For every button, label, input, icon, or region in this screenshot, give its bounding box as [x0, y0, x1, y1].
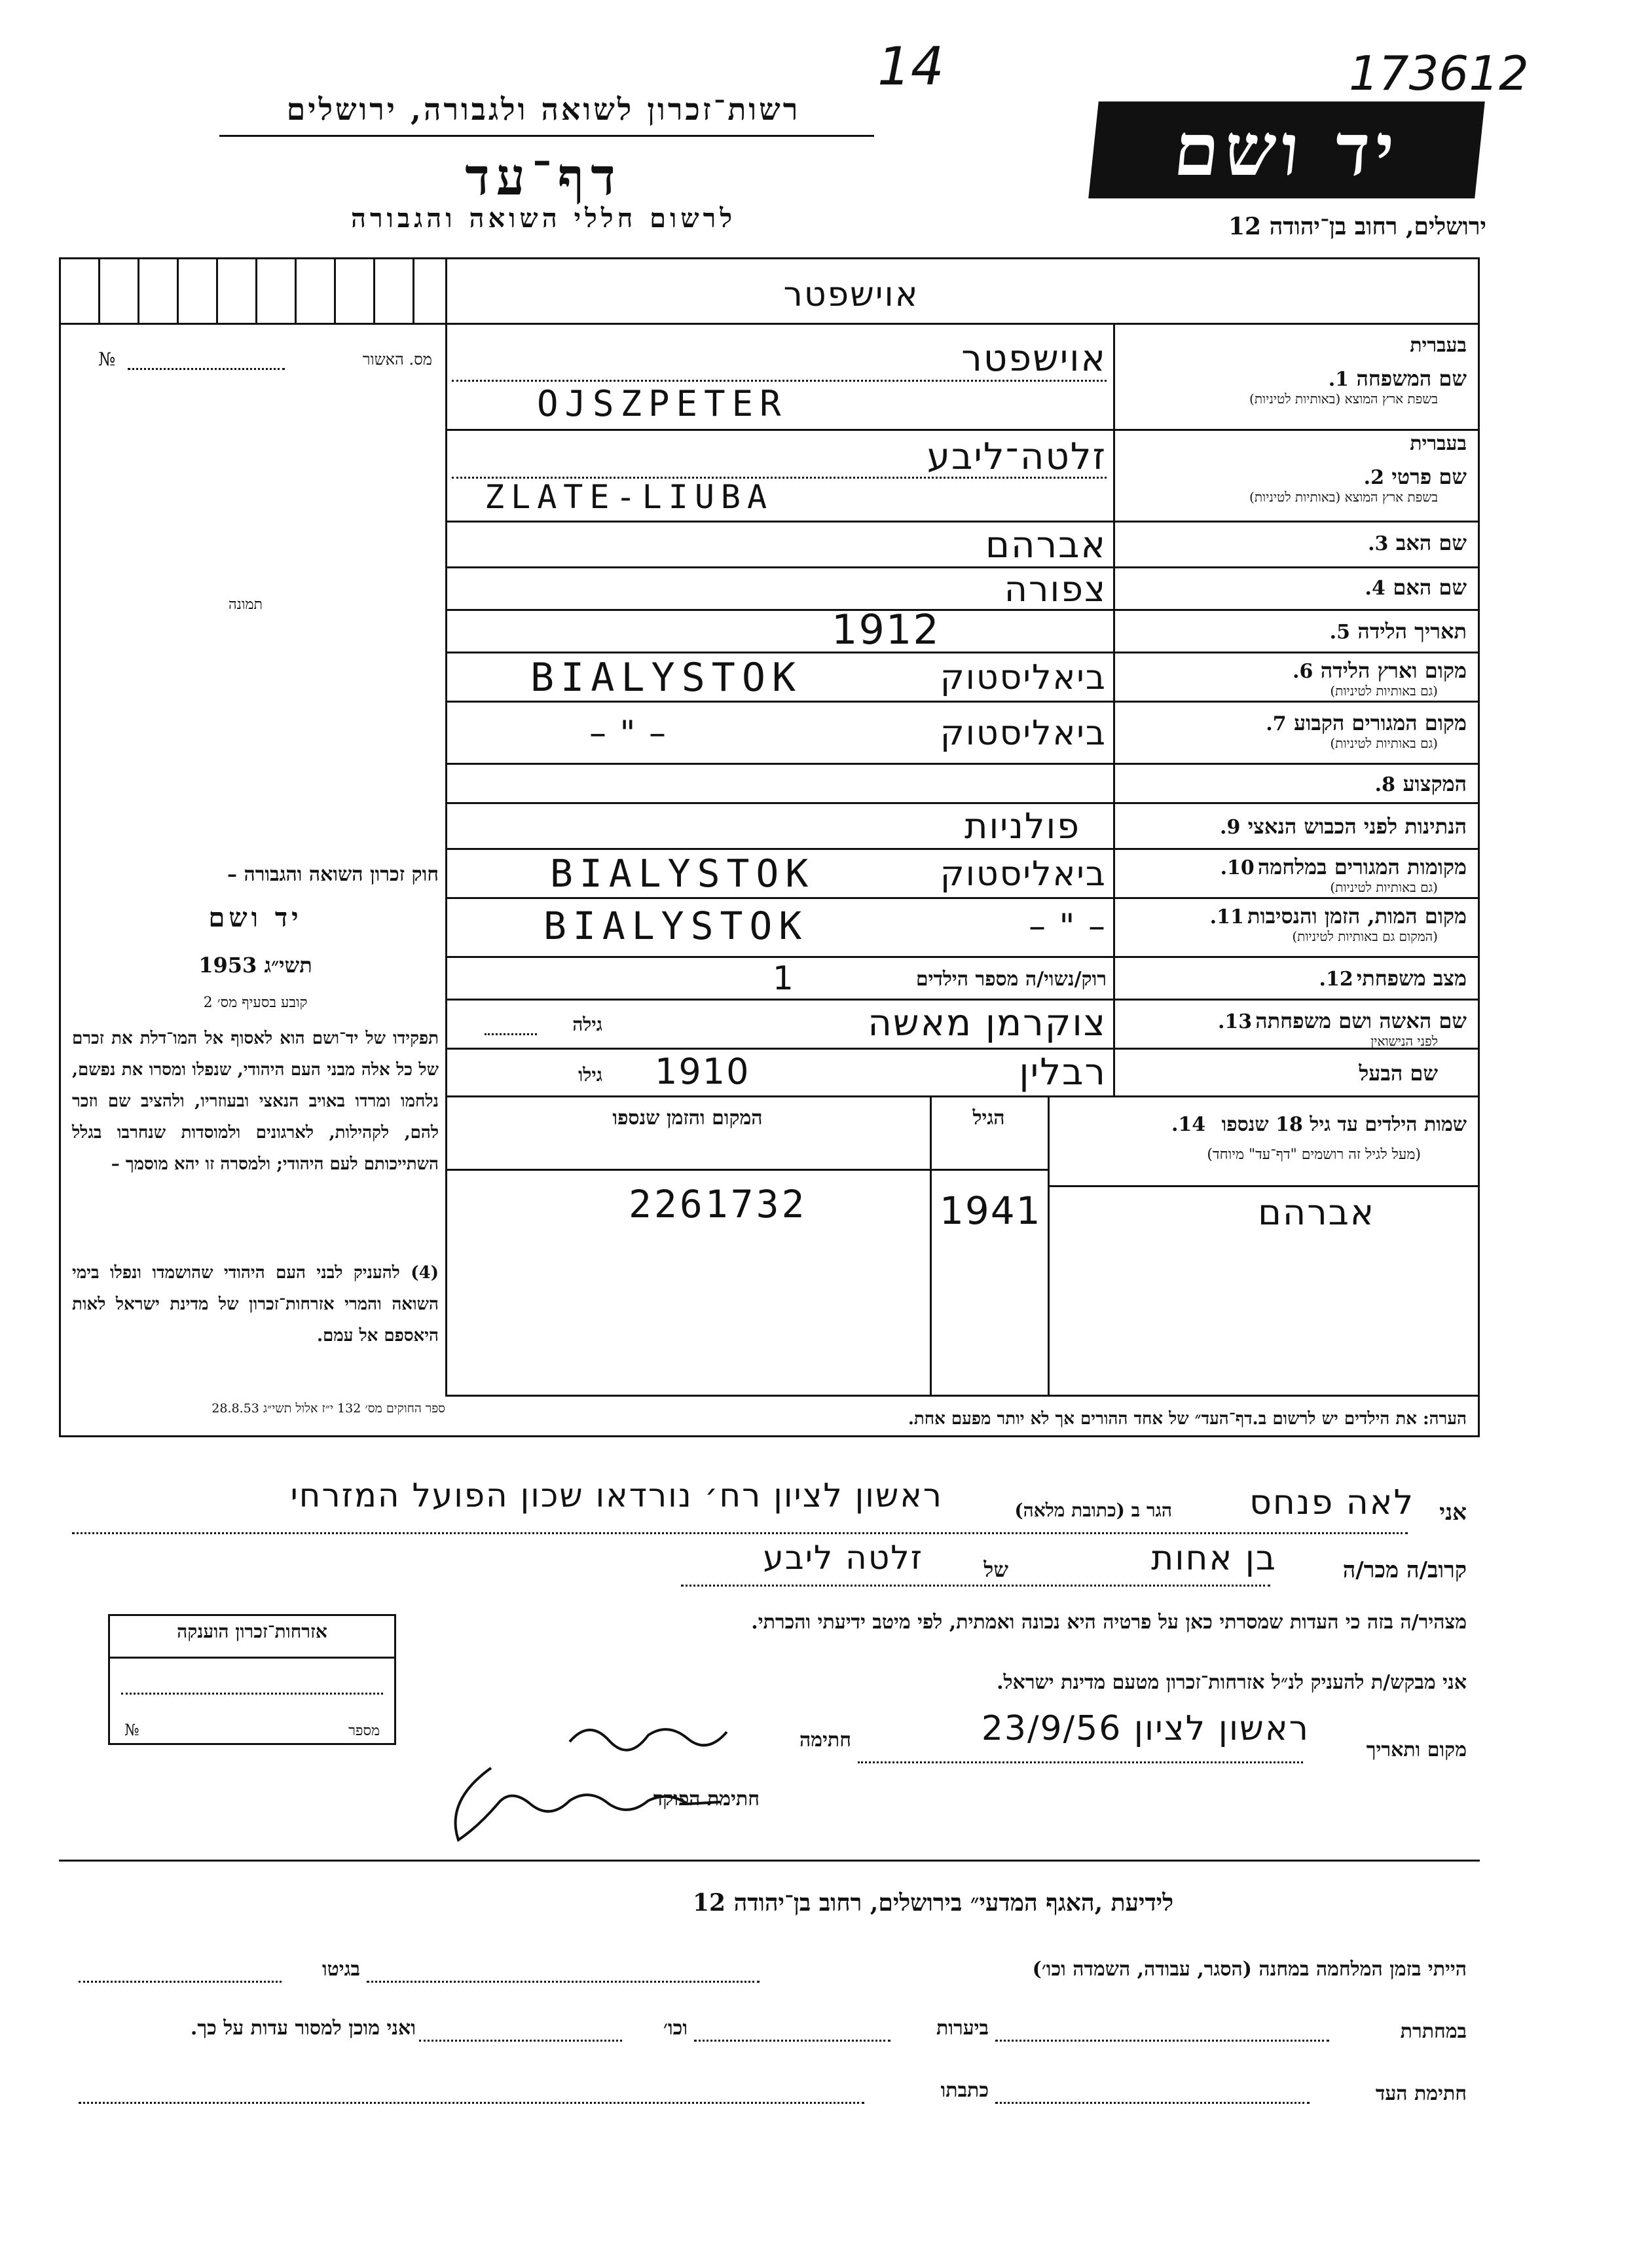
- logo-text: יד ושם: [1169, 107, 1404, 192]
- field-nationality-label: [1120, 814, 1467, 839]
- marital-inline-label: רוק/נשוי/ה מספר הילדים: [915, 968, 1107, 991]
- father-value: אברהם: [985, 524, 1107, 566]
- left-column-divider: [445, 257, 447, 1397]
- citizenship-box-number: מספר: [348, 1723, 380, 1739]
- marital-label-text: מצב משפחתי: [1356, 966, 1467, 991]
- label-column-divider: [1113, 323, 1115, 1095]
- birthplace-hebrew-value: ביאליסטוק: [940, 658, 1107, 697]
- field-profession-label: [1120, 771, 1467, 796]
- children-col-age: הגיל: [972, 1107, 1005, 1130]
- footer-dotline: [79, 2102, 864, 2104]
- citizenship-box-title: אזרחות־זכרון הוענקה: [177, 1621, 327, 1642]
- mother-value: צפורה: [1004, 568, 1107, 610]
- field-number: 10.: [1220, 856, 1255, 879]
- footer-dotline: [694, 2040, 890, 2042]
- footer-dotline: [367, 1981, 760, 1983]
- field-sub-label: בשפת ארץ המוצא (באותיות לטיניות): [1249, 489, 1438, 505]
- decl-line2-mid: של: [983, 1557, 1008, 1582]
- field-number: 6.: [1293, 660, 1313, 683]
- row-divider: [445, 999, 1480, 1001]
- officer-signature-icon: [419, 1742, 746, 1860]
- field-sub-label: בשפת ארץ המוצא (באותיות לטיניות): [1249, 391, 1438, 407]
- decl-victim-hand: זלטה ליבע: [763, 1539, 923, 1577]
- wartime-residence-latin-value: BIALYSTOK: [550, 851, 815, 896]
- children-col-divider: [1048, 1095, 1050, 1397]
- law-clause: קובע בסעיף מס׳ 2: [203, 995, 308, 1011]
- children-title: [1054, 1113, 1467, 1136]
- approval-label: מס. האשור: [362, 350, 432, 369]
- birthplace-latin-value: BIALYSTOK: [530, 655, 803, 701]
- field-sub-label: (המקום גם באותיות לטיניות): [1292, 928, 1438, 944]
- row-divider: [445, 897, 1480, 899]
- birthdate-label-text: תאריך הלידה: [1357, 619, 1467, 644]
- approval-dotline: [128, 368, 285, 370]
- authority-title: רשות־זכרון לשואה ולגבורה, ירושלים: [286, 92, 801, 127]
- field-residence-label: [1120, 710, 1467, 752]
- tick-box-line: [295, 257, 297, 323]
- mother-label-text: שם האם: [1393, 575, 1467, 600]
- field-number: 12.: [1319, 968, 1353, 991]
- form-title: דף־עד: [465, 147, 622, 207]
- footer-line2-c: וכו׳: [663, 2017, 688, 2040]
- decl-dotline: [681, 1585, 1270, 1587]
- decl-line1-prefix: אני: [1439, 1499, 1467, 1526]
- field-sub-label: (גם באותיות לטיניות): [1330, 879, 1438, 895]
- field-number: 1.: [1328, 368, 1349, 391]
- law-clause-4: (4) להעניק לבני העם היהודי שהושמדו ונפלו בימי השואה והמרי אזרחות־זכרון של מדינת ישראל לאות היאספם אל עמם.: [72, 1263, 439, 1346]
- field-number: 8.: [1374, 773, 1395, 796]
- field-number: 3.: [1368, 532, 1389, 555]
- children-col-divider: [930, 1095, 932, 1397]
- children-note: (מעל לגיל זה רושמים "דף־עד" מיוחד): [1207, 1147, 1421, 1163]
- wife-value: צוקרמן מאשה: [868, 1002, 1107, 1044]
- tick-box-line: [373, 257, 375, 323]
- yad-vashem-logo: [1088, 101, 1485, 198]
- field-husband-label: [1120, 1061, 1467, 1086]
- top-handwriting: אוישפטר: [783, 275, 919, 314]
- field-wartime-residence-label: [1120, 855, 1467, 896]
- law-title: חוק זכרון השואה והגבורה –: [227, 863, 439, 886]
- citizenship-box-dotline: [121, 1693, 383, 1695]
- field-birthdate-label: [1120, 619, 1467, 644]
- husband-age-value: 1910: [655, 1051, 750, 1092]
- footer-divider: [59, 1860, 1480, 1862]
- officer-signature: [419, 1742, 746, 1860]
- field-number: 14.: [1171, 1113, 1206, 1136]
- wartime-residence-hebrew-value: ביאליסטוק: [940, 855, 1107, 894]
- footer-line1-a: הייתי בזמן המלחמה במחנה (הסגר, עבודה, השמדה וכו׳): [1032, 1958, 1467, 1981]
- citizenship-box-no-mark: №: [124, 1721, 139, 1739]
- tick-box-line: [138, 257, 139, 323]
- footer-line1-b: בגיטו: [321, 1958, 360, 1981]
- footer-line2-b: ביערות: [936, 2017, 989, 2040]
- place-date-dotline: [858, 1761, 1303, 1763]
- children-header-divider: [445, 1169, 1048, 1171]
- law-reference: ספר החוקים מס׳ 132 י״ז אלול תשי״ג 28.8.53: [211, 1401, 445, 1416]
- stamp-number: 173612: [1349, 46, 1529, 101]
- death-place-label-text: מקום המות, הזמן והנסיבות: [1247, 904, 1467, 928]
- handwritten-mark: 14: [877, 36, 944, 97]
- children-bottom-divider: [445, 1395, 1480, 1397]
- footer-heading: לידיעת ,האגף המדעי״ בירושלים, רחוב בן־יהודה 12: [692, 1889, 1174, 1917]
- field-sub-label: לפני הנישואין: [1370, 1033, 1438, 1049]
- law-name: יד ושם: [208, 902, 303, 933]
- signature-label: חתימה: [799, 1729, 851, 1752]
- children-col-place: המקום והזמן שנספו: [612, 1107, 763, 1130]
- birthdate-value: 1912: [832, 606, 940, 653]
- residence-latin-value: – " –: [589, 714, 667, 753]
- row-divider: [445, 701, 1480, 703]
- row-divider: [445, 956, 1480, 958]
- remark: הערה: את הילדים יש לרשום ב.דף־העד״ של אחד ההורים אך לא יותר מפעם אחת.: [908, 1409, 1467, 1429]
- tick-box-line: [177, 257, 179, 323]
- footer-dotline: [79, 1981, 282, 1983]
- field-number: 13.: [1217, 1010, 1253, 1033]
- footer-line2-d: ואני מוכן למסור עדות על כך.: [190, 2017, 416, 2040]
- child-place-value: 2261732: [629, 1182, 807, 1226]
- field-number: 9.: [1219, 816, 1241, 839]
- authority-underline: [219, 135, 874, 137]
- wife-age-dotline: [485, 1033, 537, 1035]
- footer-line3-a: חתימת העד: [1375, 2082, 1467, 2105]
- nationality-label-text: הנתינות לפני הכבוש הנאצי: [1247, 814, 1467, 839]
- citizenship-box-divider: [108, 1657, 396, 1659]
- field-number: 11.: [1209, 906, 1244, 928]
- footer-dotline: [419, 2040, 622, 2042]
- footer-line3-b: כתבתו: [940, 2079, 989, 2102]
- footer-line2-a: במחתרת: [1400, 2020, 1467, 2043]
- decl-relation-hand: בן אחות: [1151, 1539, 1277, 1578]
- field-sub-label: (גם באותיות לטיניות): [1330, 683, 1438, 699]
- tick-box-line: [98, 257, 100, 323]
- child-age-value: 1941: [940, 1188, 1042, 1233]
- lang-label: בעברית: [1410, 432, 1467, 455]
- lang-label: בעברית: [1410, 334, 1467, 357]
- field-mother-label: [1120, 575, 1467, 600]
- tick-box-line: [255, 257, 257, 323]
- decl-line3: מצהיר/ה בזה כי העדות שמסרתי כאן על פרטיה היא נכונה ואמתית, לפי מיטב ידיעתי והכרתי.: [751, 1611, 1467, 1634]
- row-divider: [445, 802, 1480, 804]
- field-birthplace-label: [1120, 658, 1467, 699]
- field-number: 2.: [1363, 466, 1384, 489]
- firstname-latin-value: ZLATE-LIUBA: [485, 478, 774, 516]
- field-firstname-label: [1120, 432, 1467, 505]
- field-death-place-label: [1120, 904, 1467, 945]
- surname-label-text: שם המשפחה: [1356, 366, 1467, 391]
- residence-label-text: מקום המגורים הקבוע: [1294, 710, 1467, 735]
- firstname-hebrew-value: זלטה־ליבע: [927, 435, 1107, 478]
- field-surname-label: [1120, 334, 1467, 407]
- field-number: 5.: [1329, 621, 1350, 644]
- residence-hebrew-value: ביאליסטוק: [940, 714, 1107, 753]
- decl-address-hand: ראשון לציון רח׳ נורדאו שכון הפועל המזרחי: [290, 1477, 943, 1515]
- officer-label: חתימת הפוקד: [653, 1788, 760, 1810]
- value-dotline: [452, 380, 1107, 382]
- decl-name-hand: לאה פנחס: [1249, 1483, 1414, 1522]
- surname-latin-value: OJSZPETER: [537, 383, 788, 424]
- husband-age-label: גילו: [578, 1064, 602, 1086]
- row-divider: [1113, 521, 1480, 523]
- law-year: תשי״ג 1953: [198, 953, 312, 978]
- approval-no-mark: №: [98, 348, 116, 370]
- children-header-divider: [1048, 1185, 1480, 1187]
- footer-dotline: [995, 2040, 1329, 2042]
- birthplace-label-text: מקום וארץ הלידה: [1320, 658, 1467, 683]
- husband-label-text: שם הבעל: [1359, 1061, 1438, 1086]
- footer-dotline: [995, 2102, 1310, 2104]
- row-divider: [445, 652, 1480, 653]
- row-divider: [1113, 429, 1480, 431]
- field-number: 4.: [1365, 577, 1386, 600]
- law-text: תפקידו של יד־ושם הוא לאסוף אל המו־דלת את זכרם של כל אלה מבני העם היהודי, שנפלו ומסרו את נפשם, נלחמו ומרדו באויב הנאצי ובעוזריו, ולהציב שם וזכר להם, לקהילות, לארגונים ולמוסדות שנחרבו בגלל השתייכותם לעם היהודי; ולמסרה זו יהא מוסמך –: [72, 1029, 439, 1174]
- wartime-residence-label-text: מקומות המגורים במלחמה: [1257, 855, 1467, 879]
- approval-divider: [59, 323, 445, 325]
- wife-label-text: שם האשה ושם משפחתה: [1255, 1008, 1467, 1033]
- form-subtitle: לרשום חללי השואה והגבורה: [350, 203, 737, 234]
- field-father-label: [1120, 530, 1467, 555]
- row-divider: [445, 429, 1113, 431]
- field-number: 7.: [1266, 712, 1287, 735]
- field-wife-label: [1120, 1008, 1467, 1050]
- row-divider: [445, 763, 1480, 765]
- wife-age-label: גילה: [572, 1014, 602, 1035]
- field-sub-label: (גם באותיות לטיניות): [1330, 735, 1438, 751]
- place-date-hand: ראשון לציון 23/9/56: [981, 1709, 1310, 1748]
- firstname-label-text: שם פרטי: [1391, 464, 1467, 489]
- father-label-text: שם האב: [1395, 530, 1467, 555]
- surname-hebrew-value: אוישפטר: [961, 337, 1107, 380]
- address: ירושלים, רחוב בן־יהודה 12: [1228, 213, 1486, 240]
- photo-label: תמונה: [229, 597, 263, 613]
- death-place-latin-value: BIALYSTOK: [543, 904, 809, 948]
- row-divider: [445, 1095, 1480, 1097]
- child-name-value: אברהם: [1258, 1192, 1375, 1233]
- place-date-label: מקום ותאריך: [1366, 1738, 1467, 1761]
- children-count-value: 1: [773, 959, 795, 997]
- decl-line1-mid: הגר ב (כתובת מלאה): [1014, 1499, 1172, 1521]
- decl-line4: אני מבקש/ת להעניק לנ״ל אזרחות־זכרון מטעם מדינת ישראל.: [997, 1671, 1467, 1694]
- tick-box-line: [413, 257, 414, 323]
- header-row-divider: [445, 323, 1480, 325]
- row-divider: [445, 848, 1480, 850]
- death-place-hebrew-value: – " –: [1029, 907, 1107, 946]
- tick-box-line: [334, 257, 336, 323]
- row-divider: [445, 521, 1113, 523]
- field-marital-label: [1120, 966, 1467, 991]
- tick-box-line: [216, 257, 218, 323]
- husband-value: רבלין: [1019, 1051, 1107, 1093]
- nationality-value: פולניות: [964, 805, 1080, 847]
- decl-line2-prefix: קרוב/ה מכר/ה: [1342, 1557, 1467, 1583]
- children-title-text: שמות הילדים עד גיל 18 שנספו: [1221, 1113, 1467, 1136]
- decl-dotline: [72, 1532, 1408, 1534]
- profession-label-text: המקצוע: [1403, 771, 1467, 796]
